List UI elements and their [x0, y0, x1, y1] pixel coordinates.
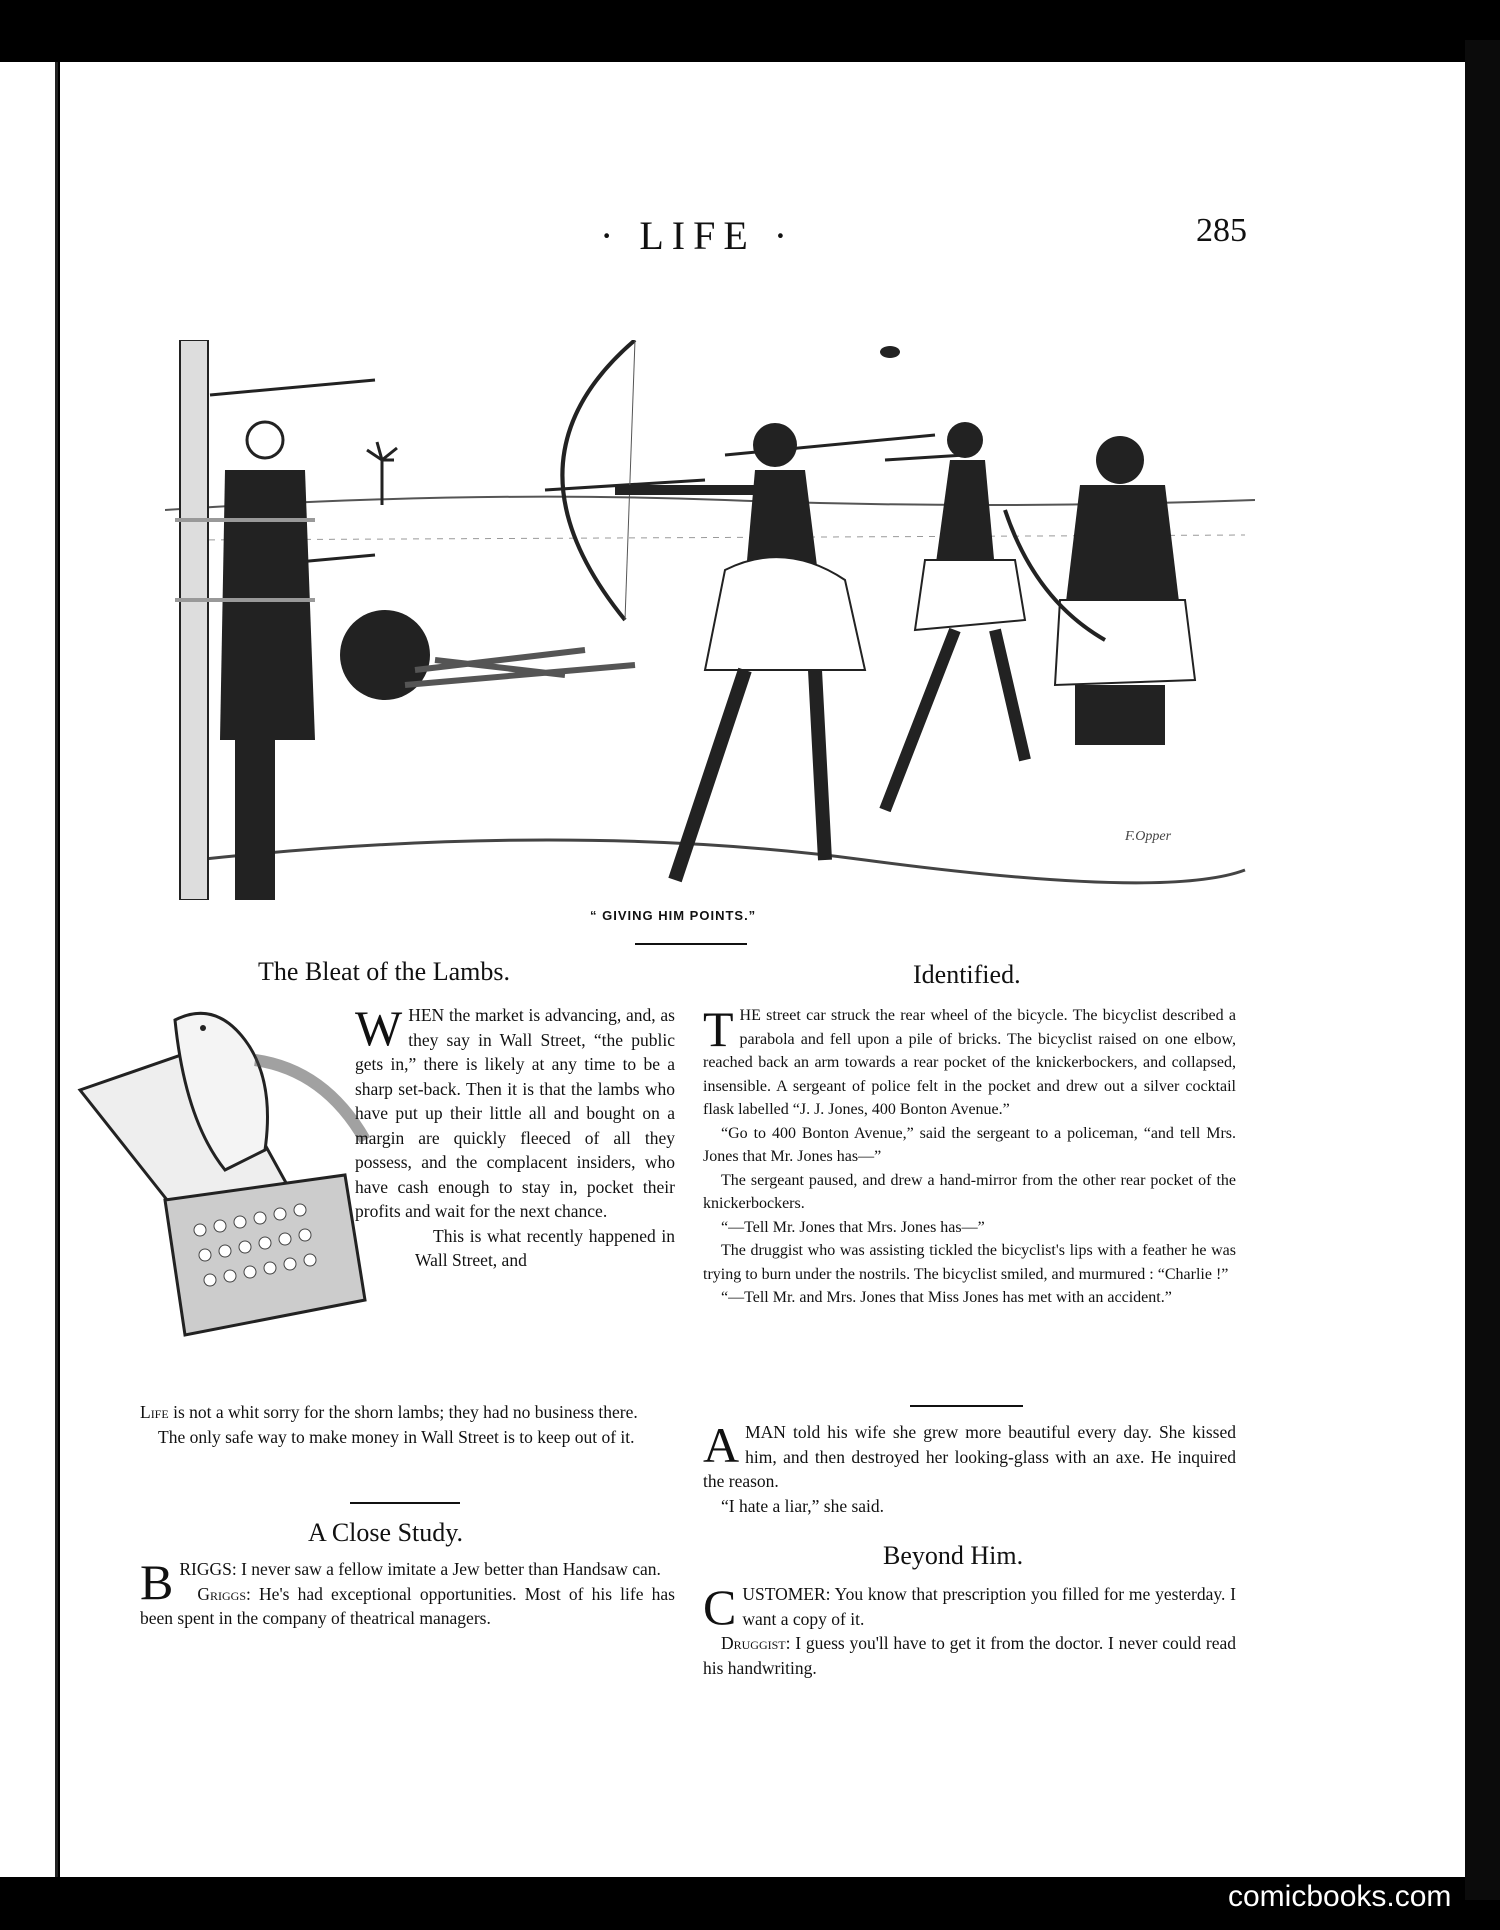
identified-paragraph-5: The druggist who was assisting tickled the bicyclist's lips with a feather he was trying to burn under the nostrils. The bicyclist smiled, and murmured : “Charlie !”	[703, 1242, 1236, 1283]
drop-cap: W	[355, 1000, 403, 1056]
bleat-continued	[140, 1400, 675, 1449]
beyond-paragraph-2: : I guess you'll have to get it from the doctor. I never could read his handwriting.	[703, 1633, 1236, 1678]
drop-cap: A	[703, 1417, 740, 1473]
bleat-paragraph-3: The only safe way to make money in Wall Street is to keep out of it.	[158, 1426, 635, 1447]
heading-identified: Identified.	[913, 960, 1021, 989]
bleat-paragraph-2a: This is what recently happened in Wall Street, and	[415, 1225, 675, 1270]
identified-paragraph-4: “—Tell Mr. Jones that Mrs. Jones has—”	[721, 1218, 985, 1236]
identified-paragraph-3: The sergeant paused, and drew a hand-mirror from the other rear pocket of the knickerbockers.	[703, 1171, 1236, 1212]
identified-text	[703, 1001, 1236, 1310]
page-number: 285	[1196, 212, 1247, 249]
identified-paragraph-1: HE street car struck the rear wheel of the bicycle. The bicyclist described a parabola and fell upon a pile of bricks. The bicyclist raised on one elbow, reached back an arm towards a rear pocket of the knickerbockers, and collapsed, insensible. A sergeant of police felt in the pocket and drew out a silver cocktail flask labelled “J. J. Jones, 400 Bonton Avenue.”	[703, 1007, 1236, 1118]
heading-beyond-him: Beyond Him.	[883, 1541, 1024, 1570]
drop-cap: C	[703, 1579, 737, 1635]
divider	[635, 943, 747, 945]
mirror-paragraph-1: MAN told his wife she grew more beautiful every day. She kissed him, and then destroyed her looking-glass with an axe. He inquired the reason.	[703, 1422, 1236, 1491]
divider	[910, 1405, 1023, 1407]
drop-cap: T	[703, 1001, 734, 1057]
drop-cap: B	[140, 1554, 174, 1610]
mirror-anecdote	[703, 1417, 1236, 1518]
beyond-paragraph-1: : You know that prescription you filled for me yesterday. I want a copy of it.	[742, 1584, 1236, 1629]
beyond-him-text	[703, 1579, 1236, 1680]
close-study-paragraph-2: : He's had exceptional opportunities. Most of his life has been spent in the company of theatrical managers.	[140, 1583, 675, 1628]
page-shadow	[1465, 40, 1500, 1900]
close-study-text	[140, 1554, 675, 1631]
illustration-caption: “ GIVING HIM POINTS.”	[590, 908, 757, 923]
life-name: Life	[140, 1402, 169, 1422]
speaker-griggs: Griggs	[197, 1583, 247, 1604]
speaker-customer: USTOMER	[742, 1584, 826, 1604]
bleat-paragraph-2b: is not a whit sorry for the shorn lambs; they had no business there.	[168, 1402, 638, 1422]
magazine-title: · LIFE ·	[600, 213, 796, 258]
identified-paragraph-2: “Go to 400 Bonton Avenue,” said the sergeant to a policeman, “and tell Mrs. Jones that Mr. Jones has—”	[703, 1124, 1236, 1165]
bleat-intro-wrap	[355, 1000, 675, 1273]
artist-signature: F.Opper	[1125, 829, 1172, 844]
cartoon-illustration	[165, 340, 1255, 900]
facing-page-edge	[0, 62, 58, 1877]
site-watermark: comicbooks.com	[1228, 1880, 1452, 1913]
speaker-druggist: Druggist	[721, 1633, 786, 1653]
identified-paragraph-6: “—Tell Mr. and Mrs. Jones that Miss Jones has met with an accident.”	[721, 1289, 1172, 1306]
divider	[350, 1502, 460, 1504]
close-study-paragraph-1: RIGGS: I never saw a fellow imitate a Jew better than Handsaw can.	[179, 1559, 661, 1579]
bleat-paragraph-1: HEN the market is advancing, and, as they say in Wall Street, “the public gets in,” there is likely at any time to be a sharp set-back. Then it is that the lambs who have put up their little all and bought on a margin are quickly fleeced of all they possess, and the complacent insiders, who have cash enough to stay in, pocket their profits and wait for the next chance.	[355, 1005, 675, 1221]
mirror-paragraph-2: “I hate a liar,” she said.	[721, 1495, 885, 1516]
heading-bleat-of-the-lambs: The Bleat of the Lambs.	[258, 957, 510, 986]
heading-a-close-study: A Close Study.	[308, 1518, 464, 1547]
